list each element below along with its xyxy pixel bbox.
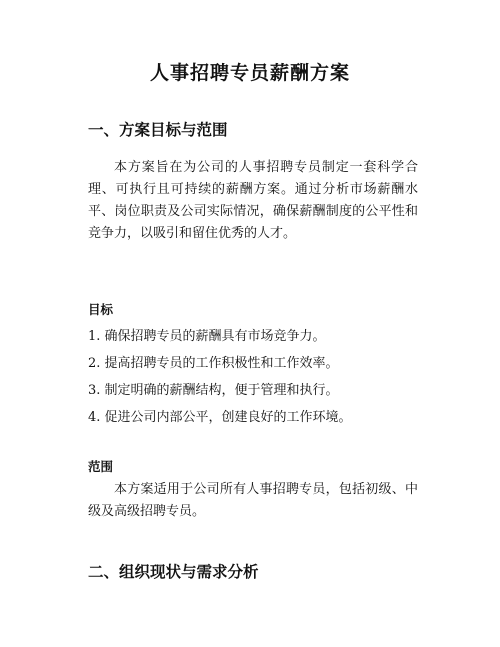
section-2-heading: 二、组织现状与需求分析	[88, 563, 259, 581]
scope-paragraph: 本方案适用于公司所有人事招聘专员，包括初级、中级及高级招聘专员。	[88, 482, 418, 519]
goals-list	[88, 323, 352, 431]
scope-heading: 范围	[88, 459, 114, 474]
goal-item: 4. 促进公司内部公平，创建良好的工作环境。	[88, 410, 352, 425]
document-title: 人事招聘专员薪酬方案	[149, 62, 350, 84]
goal-item: 2. 提高招聘专员的工作积极性和工作效率。	[88, 356, 339, 371]
section-1-heading: 一、方案目标与范围	[88, 121, 228, 139]
goal-item: 1. 确保招聘专员的薪酬具有市场竞争力。	[88, 329, 326, 344]
goals-heading: 目标	[88, 302, 114, 317]
section-1-intro-paragraph: 本方案旨在为公司的人事招聘专员制定一套科学合理、可执行且可持续的薪酬方案。通过分析市场薪酬水平、岗位职责及公司实际情况，确保薪酬制度的公平性和竞争力，以吸引和留住优秀的人才。	[88, 160, 418, 241]
goal-item: 3. 制定明确的薪酬结构，便于管理和执行。	[88, 383, 339, 398]
